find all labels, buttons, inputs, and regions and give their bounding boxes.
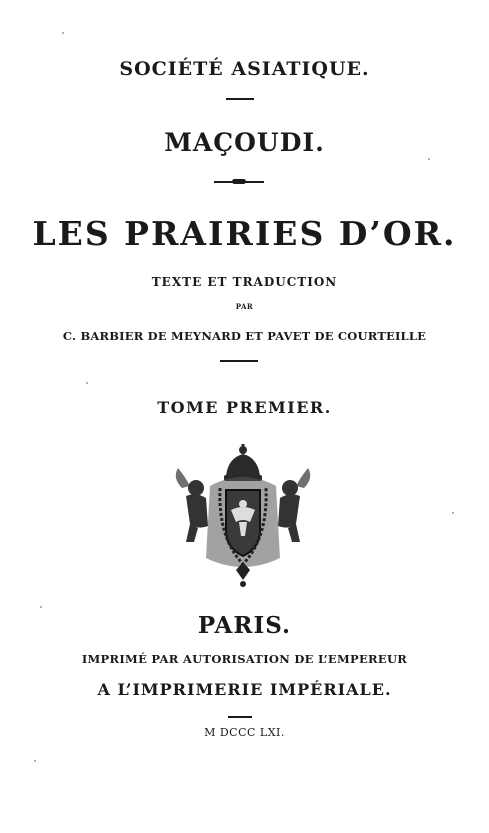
paper-speck [428,158,430,160]
press-name: A L’IMPRIMERIE IMPÉRIALE. [97,680,392,699]
divider-1 [226,98,254,100]
author-name: MAÇOUDI. [164,128,325,157]
book-title: LES PRAIRIES D’OR. [32,214,457,253]
paper-speck [40,606,42,608]
book-subtitle: TEXTE ET TRADUCTION [151,275,338,289]
paper-speck [34,760,36,762]
volume-label: TOME PREMIER. [157,398,332,417]
paper-speck [452,512,454,514]
paper-speck [86,382,88,384]
imperial-coat-of-arms-icon [168,438,318,588]
translators: C. BARBIER DE MEYNARD ET PAVET DE COURTEILLE [62,329,427,343]
publication-year: M DCCC LXI. [204,726,285,739]
divider-3 [220,360,258,362]
divider-2-ornament [232,179,246,184]
by-word: PAR [235,302,254,311]
society-name: SOCIÉTÉ ASIATIQUE. [119,58,370,80]
divider-4 [228,716,252,718]
city: PARIS. [197,612,292,639]
paper-speck [62,32,64,34]
imprint-line: IMPRIMÉ PAR AUTORISATION DE L’EMPEREUR [81,652,408,666]
